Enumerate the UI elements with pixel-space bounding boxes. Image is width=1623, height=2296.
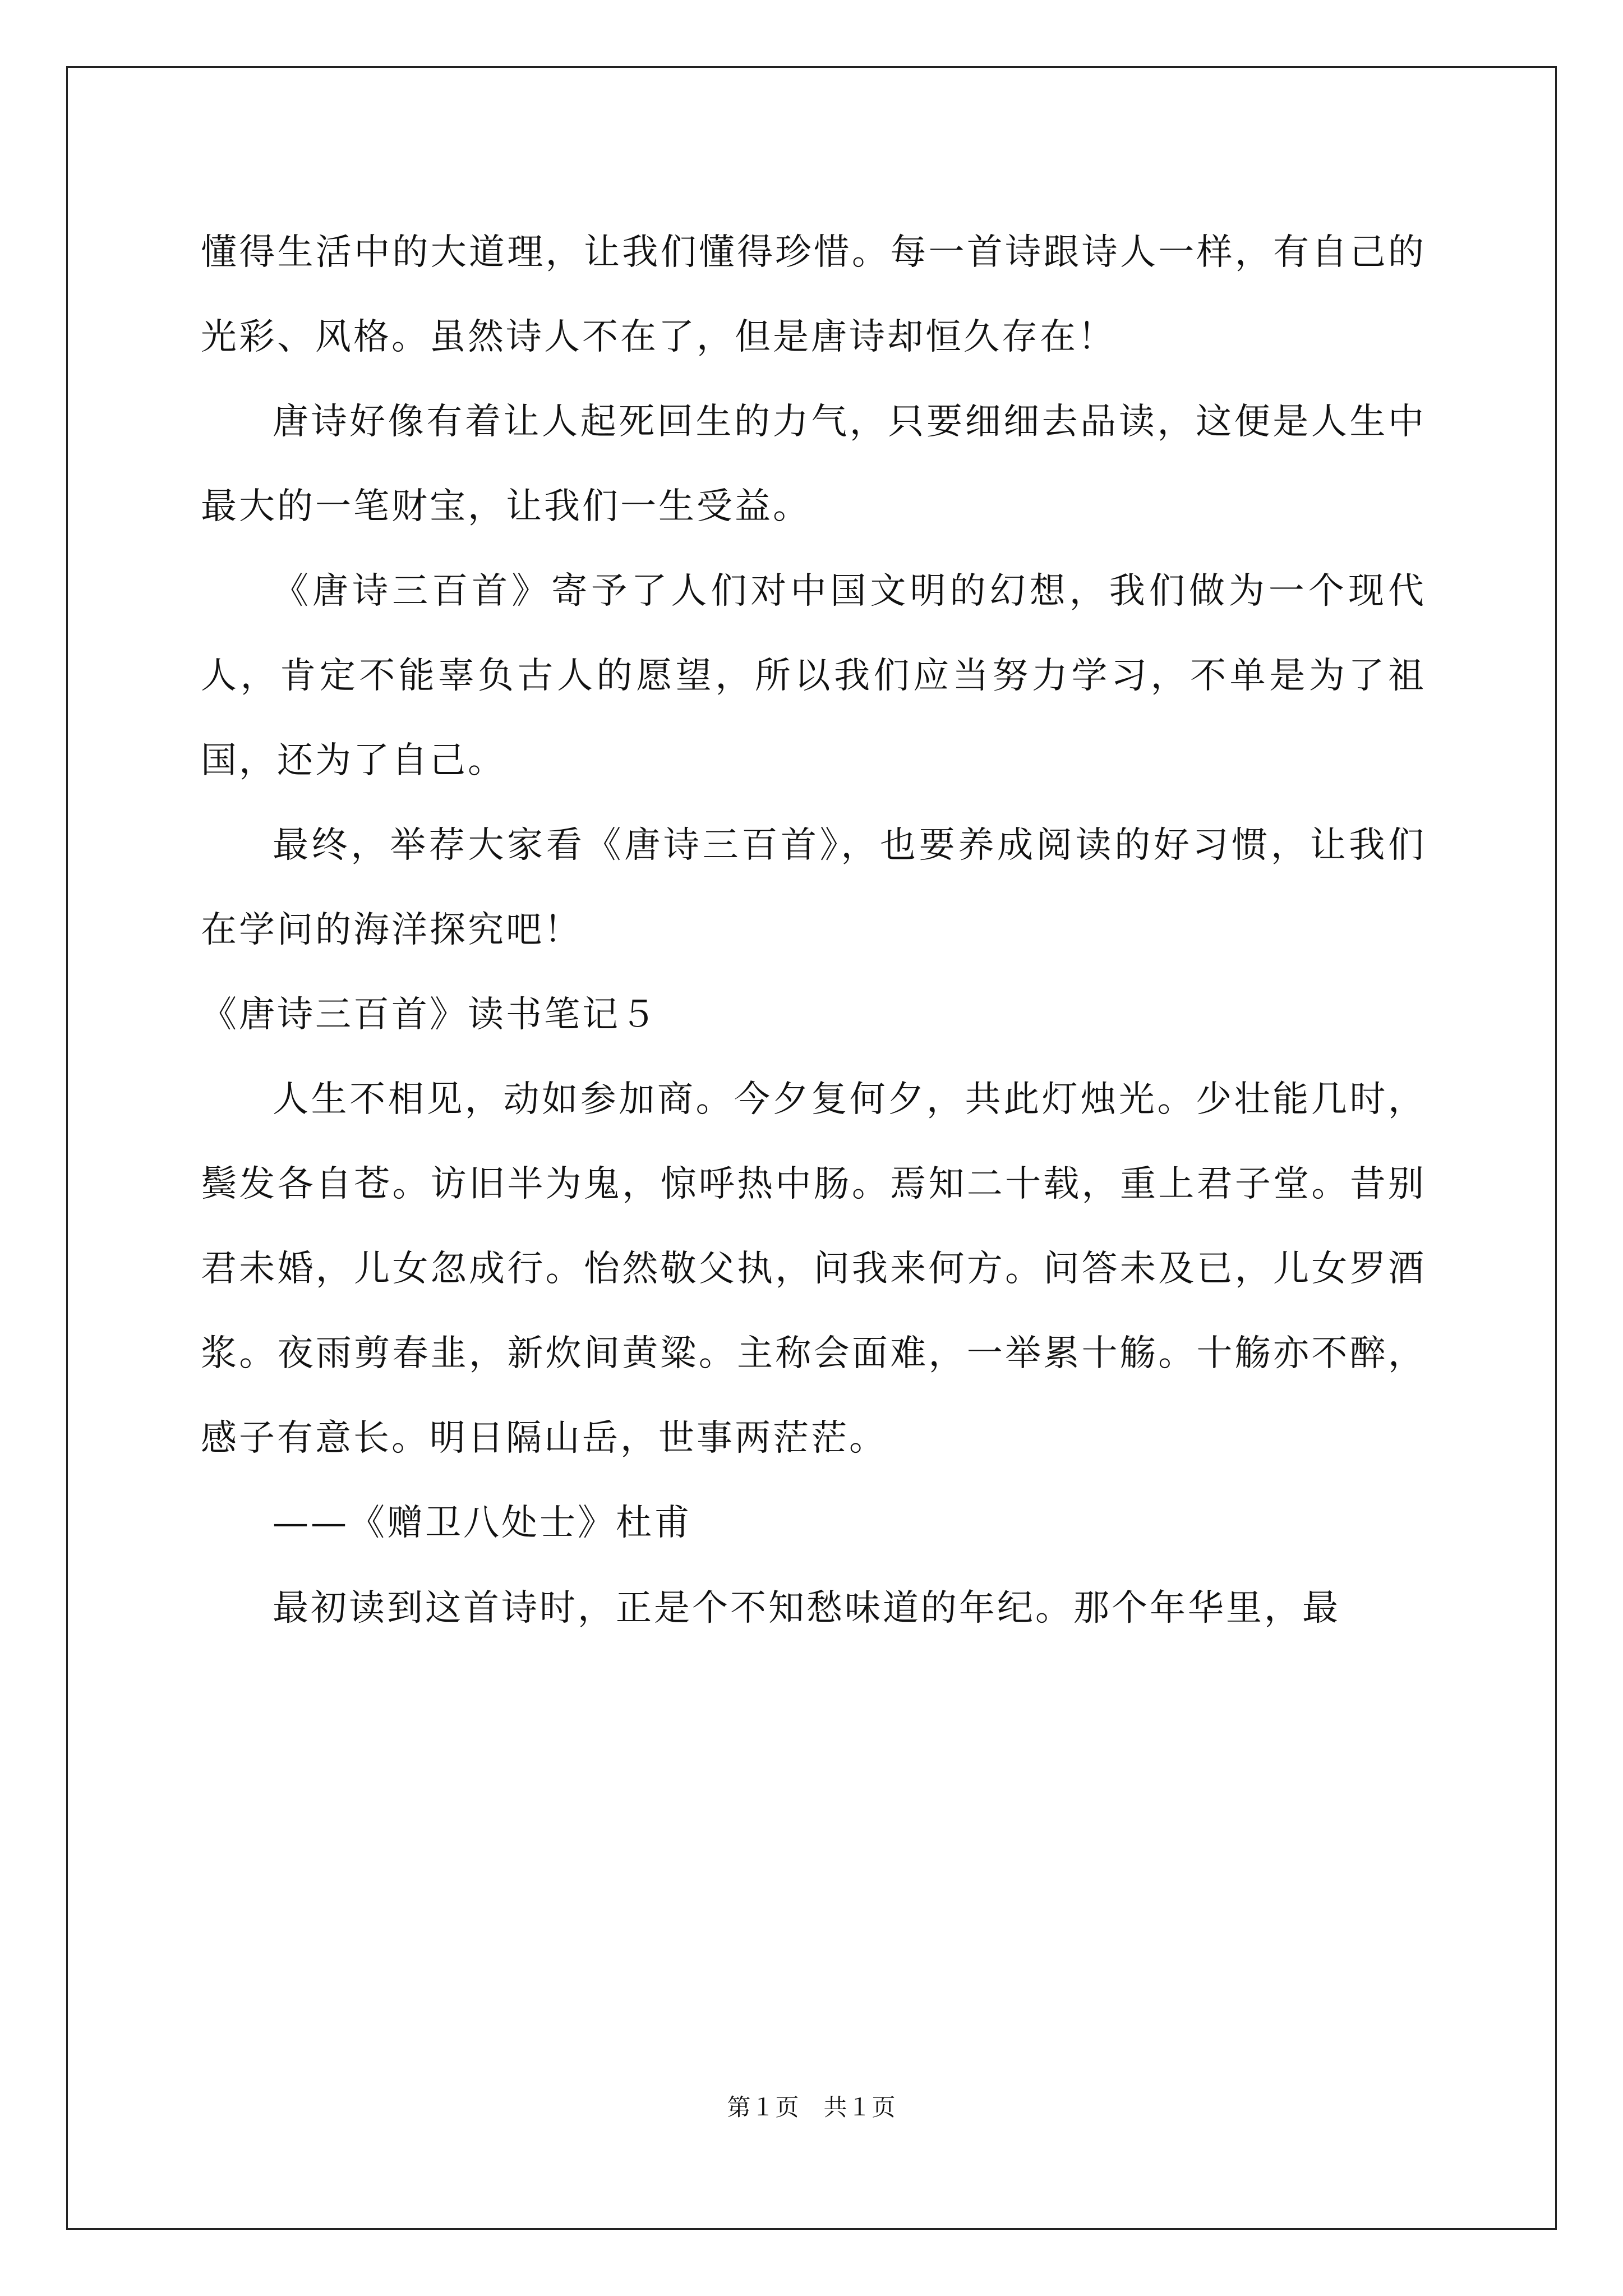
poem-text: 人生不相见，动如参加商。今夕复何夕，共此灯烛光。少壮能几时，鬓发各自苍。访旧半为鬼，惊呼热中肠。焉知二十载，重上君子堂。昔别君未婚，儿女忽成行。怡然敬父执，问我来何方。问答未及已，儿女罗酒浆。夜雨剪春韭，新炊间黄粱。主称会面难，一举累十觞。十觞亦不醉，感子有意长。明日隔山岳，世事两茫茫。 <box>201 1079 1426 1460</box>
paragraph-closing: 最初读到这首诗时，正是个不知愁味道的年纪。那个年华里，最 <box>273 1587 1340 1629</box>
paragraph-continuation: 懂得生活中的大道理，让我们懂得珍惜。每一首诗跟诗人一样，有自己的光彩、风格。虽然诗人不在了，但是唐诗却恒久存在！ <box>201 232 1426 358</box>
paragraph-recommendation: 最终，举荐大家看《唐诗三百首》，也要养成阅读的好习惯，让我们在学问的海洋探究吧！ <box>201 825 1426 951</box>
paragraph-civilization: 《唐诗三百首》寄予了人们对中国文明的幻想，我们做为一个现代人，肯定不能辜负古人的愿望，所以我们应当努力学习，不单是为了祖国，还为了自己。 <box>201 570 1426 782</box>
paragraph-tang-poetry-value: 唐诗好像有着让人起死回生的力气，只要细细去品读，这便是人生中最大的一笔财宝，让我们一生受益。 <box>201 401 1426 528</box>
poem-attribution: ——《赠卫八处士》杜甫 <box>273 1502 692 1544</box>
document-body <box>201 210 1426 1651</box>
page-number-footer: 第１页 共１页 <box>727 2093 896 2121</box>
section-heading: 《唐诗三百首》读书笔记５ <box>201 994 658 1036</box>
